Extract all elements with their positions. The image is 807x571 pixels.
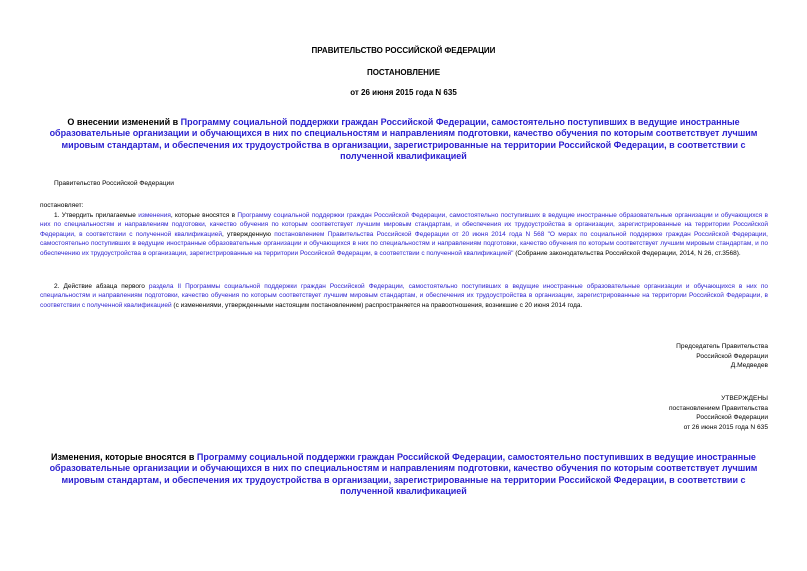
decree-title-prefix: О внесении изменений в (67, 117, 181, 127)
paragraph-1-text-a: 1. Утвердить прилагаемые (54, 212, 139, 219)
changes-link[interactable]: изменения (138, 212, 171, 219)
resolution-568-link[interactable]: постановлением Правительства Российской Федерации от 20 июня 2014 года N 568 "О мерах по социальной поддержке граждан Российской Федерации, самостоятельно поступивших в ведущие иностранные образовательные организации и обучающихся в них по специальностям и направлениям подготовки, качество обучения по которым соответствует лучшим мировым стандартам, и по обеспечению их трудоустройства в организации, зарегистрированные на территории Российской Федерации, в соответствии с полученной квалификацией" (40, 230, 768, 257)
paragraph-1-text-b: , которые вносятся в (170, 212, 238, 219)
section-ii-link[interactable]: раздела II Программы социальной поддержки граждан Российской Федерации, самостоятельно поступивших в ведущие иностранные образовательные организации и обучающихся в них по специальностям и направлениям подготовки, качество обучения по которым соответствует лучшим мировым стандартам, и обеспечения их трудоустройства в организации, зарегистрированные на территории Российской Федерации, в соответствии с полученной квалификацией (40, 283, 768, 309)
program-link-p1[interactable]: Программу социальной поддержки граждан Российской Федерации, самостоятельно поступивших в ведущие иностранные образовательные организации и обучающихся в них по специальностям и направлениям подготовки, качество обучения по которым соответствует лучшим мировым стандартам, и обеспечения их трудоустройства в организации, зарегистрированные на территории Российской Федерации, в соответствии с полученной квалификацией (40, 212, 768, 238)
doc-date-number: от 26 июня 2015 года N 635 (350, 88, 457, 97)
approved-country: Российской Федерации (696, 414, 768, 422)
approved-block (669, 394, 768, 432)
program-link-footer[interactable]: Программу социальной поддержки граждан Российской Федерации, самостоятельно поступивших в ведущие иностранные образовательные организации и обучающихся в них по специальностям и направлениям подготовки, качество обучения по которым соответствует лучшим мировым стандартам, и обеспечения их трудоустройства в организации, зарегистрированные на территории Российской Федерации, в соответствии с полученной квалификацией (49, 452, 758, 497)
approved-label: УТВЕРЖДЕНЫ (721, 395, 768, 402)
program-link[interactable]: Программу социальной поддержки граждан Российской Федерации, самостоятельно поступивших в ведущие иностранные образовательные организации и обучающихся в них по специальностям и направлениям подготовки, качество обучения по которым соответствует лучшим мировым стандартам, и обеспечения их трудоустройства в организации, зарегистрированные на территории Российской Федерации, в соответствии с полученной квалификацией (49, 117, 758, 162)
decree-title (40, 117, 767, 163)
decides-text: постановляет: (40, 202, 84, 209)
paragraph-2 (40, 282, 768, 310)
paragraph-1 (40, 211, 768, 258)
issuer-text: Правительство Российской Федерации (54, 180, 174, 187)
paragraph-2-text-a: 2. Действие абзаца первого (54, 283, 149, 290)
changes-title (40, 452, 767, 498)
signature-position: Председатель Правительства (676, 343, 768, 350)
changes-title-prefix: Изменения, которые вносятся в (51, 452, 197, 462)
signature-name: Д.Медведев (730, 362, 768, 370)
signature-country: Российской Федерации (696, 352, 768, 360)
paragraph-1-text-d: (Собрание законодательства Российской Федерации, 2014, N 26, ст.3568). (513, 249, 741, 257)
paragraph-2-text-b: (с изменениями, утвержденными настоящим постановлением) распространяется на правоотношения, возникшие с 20 июня 2014 года. (171, 301, 583, 309)
signature-block (676, 342, 768, 371)
doc-type-heading: ПОСТАНОВЛЕНИЕ (366, 68, 441, 77)
paragraph-1-text-c: , утвержденную (221, 230, 275, 238)
government-heading: ПРАВИТЕЛЬСТВО РОССИЙСКОЙ ФЕДЕРАЦИИ (311, 46, 496, 55)
approved-date: от 26 июня 2015 года N 635 (683, 423, 768, 431)
approved-by: постановлением Правительства (668, 404, 768, 412)
